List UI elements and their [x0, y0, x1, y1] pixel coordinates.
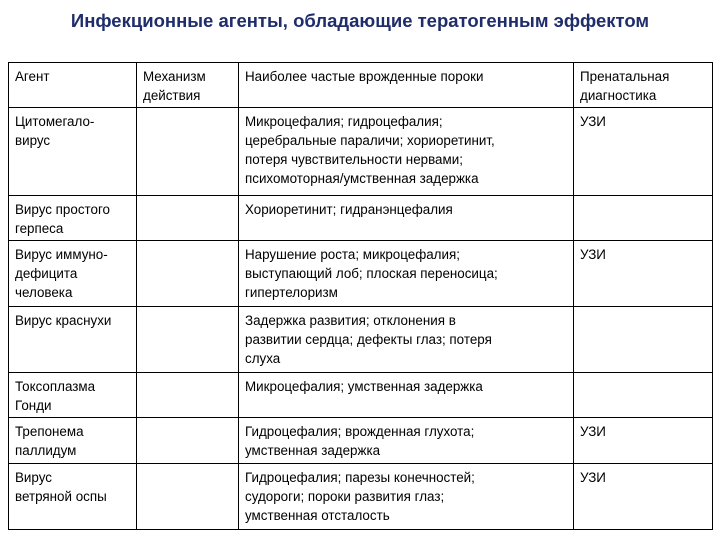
header-agent: Агент — [9, 63, 137, 108]
cell-agent: Вирус ветряной оспы — [9, 464, 137, 530]
table-row — [9, 464, 713, 530]
cell-diagnostics: УЗИ — [574, 241, 713, 307]
cell-agent: Вирус простого герпеса — [9, 196, 137, 241]
cell-mechanism — [137, 196, 239, 241]
table-row — [9, 241, 713, 307]
cell-mechanism — [137, 373, 239, 418]
cell-defects: Гидроцефалия; парезы конечностей; судороги; пороки развития глаз; умственная отсталость — [239, 464, 574, 530]
cell-agent: Токсоплазма Гонди — [9, 373, 137, 418]
cell-mechanism — [137, 307, 239, 373]
header-diagnostics: Пренатальная диагностика — [574, 63, 713, 108]
table-row — [9, 196, 713, 241]
cell-diagnostics — [574, 373, 713, 418]
cell-diagnostics: УЗИ — [574, 464, 713, 530]
cell-defects: Микроцефалия; умственная задержка — [239, 373, 574, 418]
cell-diagnostics: УЗИ — [574, 418, 713, 464]
table-row — [9, 108, 713, 196]
header-mechanism: Механизм действия — [137, 63, 239, 108]
cell-defects: Хориоретинит; гидранэнцефалия — [239, 196, 574, 241]
cell-diagnostics — [574, 307, 713, 373]
cell-agent: Трепонема паллидум — [9, 418, 137, 464]
cell-defects: Гидроцефалия; врожденная глухота; умственная задержка — [239, 418, 574, 464]
cell-agent: Вирус иммуно- дефицита человека — [9, 241, 137, 307]
table-row — [9, 373, 713, 418]
teratogenic-agents-table — [8, 62, 713, 530]
cell-defects: Задержка развития; отклонения в развитии сердца; дефекты глаз; потеря слуха — [239, 307, 574, 373]
page-title: Инфекционные агенты, обладающие тератогенным эффектом — [70, 10, 650, 31]
cell-mechanism — [137, 464, 239, 530]
cell-mechanism — [137, 241, 239, 307]
header-defects: Наиболее частые врожденные пороки — [239, 63, 574, 108]
cell-defects: Микроцефалия; гидроцефалия; церебральные параличи; хориоретинит, потеря чувствительности нервами; психомоторная/умственная задержка — [239, 108, 574, 196]
table-row — [9, 307, 713, 373]
cell-diagnostics: УЗИ — [574, 108, 713, 196]
cell-agent: Вирус краснухи — [9, 307, 137, 373]
table-row — [9, 418, 713, 464]
cell-mechanism — [137, 108, 239, 196]
cell-agent: Цитомегало- вирус — [9, 108, 137, 196]
table-header-row — [9, 63, 713, 108]
cell-diagnostics — [574, 196, 713, 241]
cell-mechanism — [137, 418, 239, 464]
cell-defects: Нарушение роста; микроцефалия; выступающий лоб; плоская переносица; гипертелоризм — [239, 241, 574, 307]
